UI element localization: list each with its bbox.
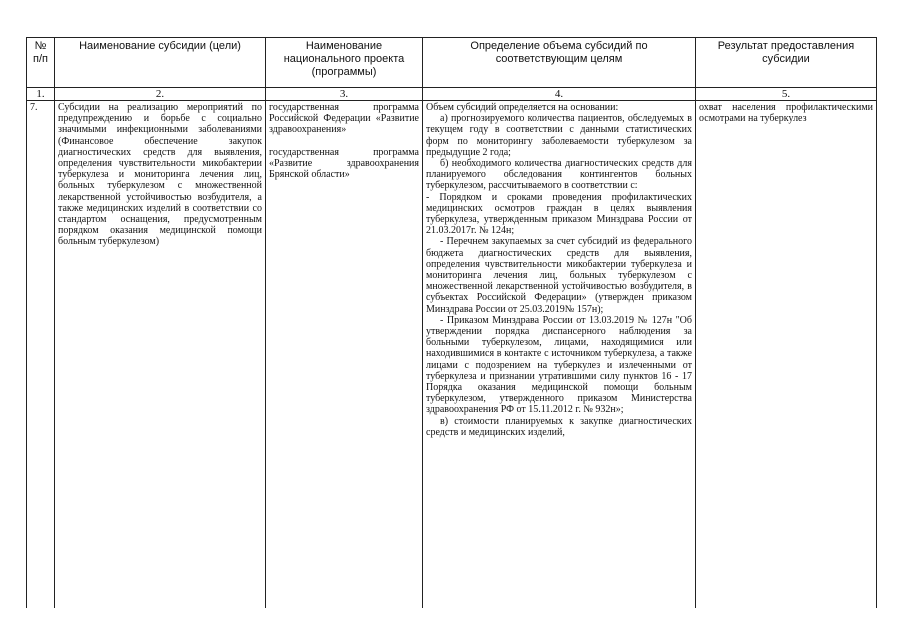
header-number: № п/п: [27, 38, 55, 88]
header-volume-definition: Определение объема субсидий по соответствующим целям: [423, 38, 696, 88]
volume-paragraph: б) необходимого количества диагностических средств для планируемого обследования контингентов больных туберкулезом, рассчитываемого в соответствии с:: [426, 158, 692, 192]
column-number: 2.: [55, 88, 266, 101]
header-result: Результат предоставления субсидии: [696, 38, 877, 88]
header-subsidy-name: Наименование субсидии (цели): [55, 38, 266, 88]
volume-paragraph: в) стоимости планируемых к закупке диагностических средств и медицинских изделий,: [426, 415, 692, 438]
volume-paragraph: а) прогнозируемого количества пациентов, обследуемых в текущем году в соответствии с данными статистических форм по мониторингу заболеваемости туберкулезом за предыдущие 2 года;: [426, 113, 692, 158]
volume-cell: [423, 101, 696, 609]
header-project-name: Наименование национального проекта (программы): [266, 38, 423, 88]
row-number: 7.: [27, 101, 55, 609]
volume-paragraph: - Порядком и сроками проведения профилактических медицинских осмотров граждан в целях выявления туберкулеза, утвержденным приказом Минздрава России от 21.03.2017г. № 124н;: [426, 191, 692, 237]
volume-paragraph: - Приказом Минздрава России от 13.03.2019 № 127н "Об утверждении порядка диспансерного наблюдения за больными туберкулезом, лицами, находящимися или находившимися в контакте с источником туберкулеза, а также лицами с подозрением на туберкулез и излеченными от туберкулеза и признании утратившими силу пунктов 16 - 17 Порядка оказания медицинской помощи больным туберкулезом, утвержденного приказом Министерства здравоохранения РФ от 15.11.2012 г. № 932н»;: [426, 314, 692, 416]
column-number: 1.: [27, 88, 55, 101]
column-number: 3.: [266, 88, 423, 101]
program-federal: государственная программа Российской Федерации «Развитие здравоохранения»: [269, 102, 419, 136]
table-header-row: [27, 38, 877, 88]
volume-paragraph: - Перечнем закупаемых за счет субсидий из федерального бюджета диагностических средств для выявления, определения чувствительности микобактерии туберкулеза и мониторинга лечения лиц, больных туберкулезом с множественной лекарственной устойчивостью возбудителя, в субъектах Российской Федерации» (утвержден приказом Минздрава России от 25.03.2019№ 157н);: [426, 236, 692, 315]
table-row: [27, 101, 877, 609]
volume-paragraph: Объем субсидий определяется на основании:: [426, 102, 619, 113]
project-cell: [266, 101, 423, 609]
subsidy-table: [26, 37, 877, 608]
column-number: 5.: [696, 88, 877, 101]
result-cell: охват населения профилактическими осмотрами на туберкулез: [696, 101, 877, 609]
program-regional: государственная программа «Развитие здравоохранения Брянской области»: [269, 146, 419, 181]
subsidy-name-cell: Субсидии на реализацию мероприятий по предупреждению и борьбе с социально значимыми инфекционными заболеваниями (Финансовое обеспечение закупок диагностических средств для выявления, определения чувствительности микобактерии туберкулеза и мониторинга лечения лиц, больных туберкулезом с множественной лекарственной устойчивостью возбудителя, а также медицинских изделий в соответствии со стандартом оснащения, предусмотренным порядком оказания медицинской помощи больным туберкулезом): [55, 101, 266, 609]
column-number: 4.: [423, 88, 696, 101]
column-numbers-row: [27, 88, 877, 101]
